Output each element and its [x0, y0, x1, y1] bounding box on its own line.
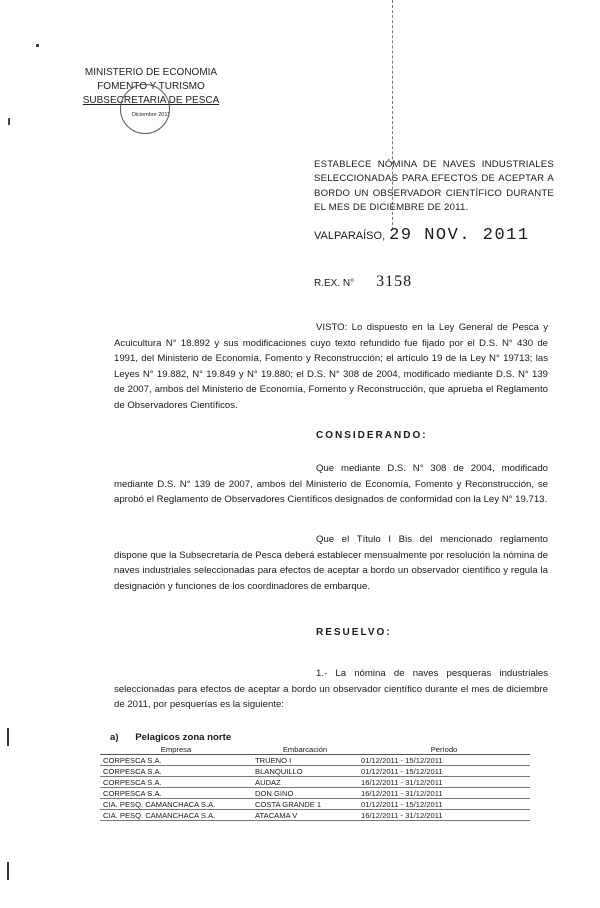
cell-empresa: CORPESCA S.A. [100, 755, 252, 766]
table-header-row [100, 744, 530, 755]
header-embarcacion: Embarcación [252, 744, 358, 755]
cell-embarcacion: ATACAMA V [252, 810, 358, 821]
section-title: Pelagicos zona norte [135, 732, 232, 743]
cell-periodo: 01/12/2011 - 15/12/2011 [358, 755, 530, 766]
section-letter: a) [110, 732, 119, 743]
header-empresa: Empresa [100, 744, 252, 755]
cell-embarcacion: TRUENO I [252, 755, 358, 766]
table-row [100, 788, 530, 799]
cell-embarcacion: COSTA GRANDE 1 [252, 799, 358, 810]
table-row [100, 777, 530, 788]
resolution-label: R.EX. N° [314, 278, 355, 289]
table-row [100, 810, 530, 821]
table-row [100, 755, 530, 766]
vessel-table-wrap [100, 744, 530, 821]
resolution-title: ESTABLECE NÓMINA DE NAVES INDUSTRIALES SELECCIONADAS PARA EFECTOS DE ACEPTAR A BORDO UN OBSERVADOR CIENTÍFICO DURANTE EL MES DE DICIEMBRE DE 2011. [314, 159, 554, 214]
margin-bar [7, 862, 9, 880]
resuelvo-heading: RESUELVO: [316, 627, 392, 638]
resolution-number: 3158 [376, 273, 413, 290]
cell-embarcacion: DON GINO [252, 788, 358, 799]
cell-empresa: CORPESCA S.A. [100, 766, 252, 777]
cell-periodo: 16/12/2011 - 31/12/2011 [358, 810, 530, 821]
considerando-heading: CONSIDERANDO: [316, 430, 428, 441]
official-seal [120, 84, 170, 134]
table-row [100, 766, 530, 777]
place-date [314, 226, 530, 245]
cell-empresa: CORPESCA S.A. [100, 777, 252, 788]
cell-empresa: CIA. PESQ. CAMANCHACA S.A. [100, 810, 252, 821]
resuelvo-paragraph-1: 1.- La nómina de naves pesqueras industriales seleccionadas para efectos de aceptar a bordo un observador científico durante el mes de diciembre de 2011, por pesquerías es la siguiente: [114, 668, 548, 710]
margin-bar [7, 728, 9, 746]
considerando-paragraph-1: Que mediante D.S. N° 308 de 2004, modificado mediante D.S. N° 139 de 2007, ambos del Ministerio de Economía, Fomento y Reconstrucción, se aprobó el Reglamento de Observadores Científicos designados de conformidad con la Ley N° 19.713. [114, 463, 548, 505]
cell-periodo: 01/12/2011 - 15/12/2011 [358, 799, 530, 810]
cell-embarcacion: BLANQUILLO [252, 766, 358, 777]
table-row [100, 799, 530, 810]
cell-embarcacion: AUDAZ [252, 777, 358, 788]
subsecretaria-name: SUBSECRETARIA DE PESCA [82, 95, 220, 106]
visto-paragraph: VISTO: Lo dispuesto en la Ley General de Pesca y Acuicultura N° 18.892 y sus modificaciones cuyo texto refundido fue fijado por el D.S. N° 430 de 1991, del Ministerio de Economía, Fomento y Reconstrucción; el artículo 19 de la Ley N° 19713; las Leyes N° 19.882, N° 19.849 y N° 19.880; el D.S. N° 308 de 2004, modificado mediante D.S. N° 139 de 2007, ambos del Ministerio de Economía, Fomento y Reconstrucción, que aprueba el Reglamento de Observadores Científicos. [114, 322, 548, 411]
cell-periodo: 16/12/2011 - 31/12/2011 [358, 788, 530, 799]
ministry-subname: FOMENTO Y TURISMO [97, 81, 205, 92]
ministry-name: MINISTERIO DE ECONOMIA [84, 67, 218, 78]
header-periodo: Período [358, 744, 530, 755]
scan-mark [8, 118, 10, 125]
resolution-number-line [314, 273, 412, 291]
scan-mark [36, 44, 39, 47]
date: 29 NOV. 2011 [389, 226, 530, 245]
section-a-heading [110, 732, 231, 743]
cell-empresa: CIA. PESQ. CAMANCHACA S.A. [100, 799, 252, 810]
vessel-table [100, 744, 530, 821]
considerando-paragraph-2: Que el Título I Bis del mencionado reglamento dispone que la Subsecretaría de Pesca deberá establecer mensualmente por resolución la nómina de naves industriales seleccionadas para efectos de aceptar a bordo un observador científico y regula la designación y funciones de los coordinadores de embarque. [114, 534, 548, 592]
stamp-caption: Diciembre 2011 [131, 112, 171, 118]
cell-periodo: 01/12/2011 - 15/12/2011 [358, 766, 530, 777]
place: VALPARAÍSO, [314, 230, 386, 242]
cell-periodo: 16/12/2011 - 31/12/2011 [358, 777, 530, 788]
cell-empresa: CORPESCA S.A. [100, 788, 252, 799]
